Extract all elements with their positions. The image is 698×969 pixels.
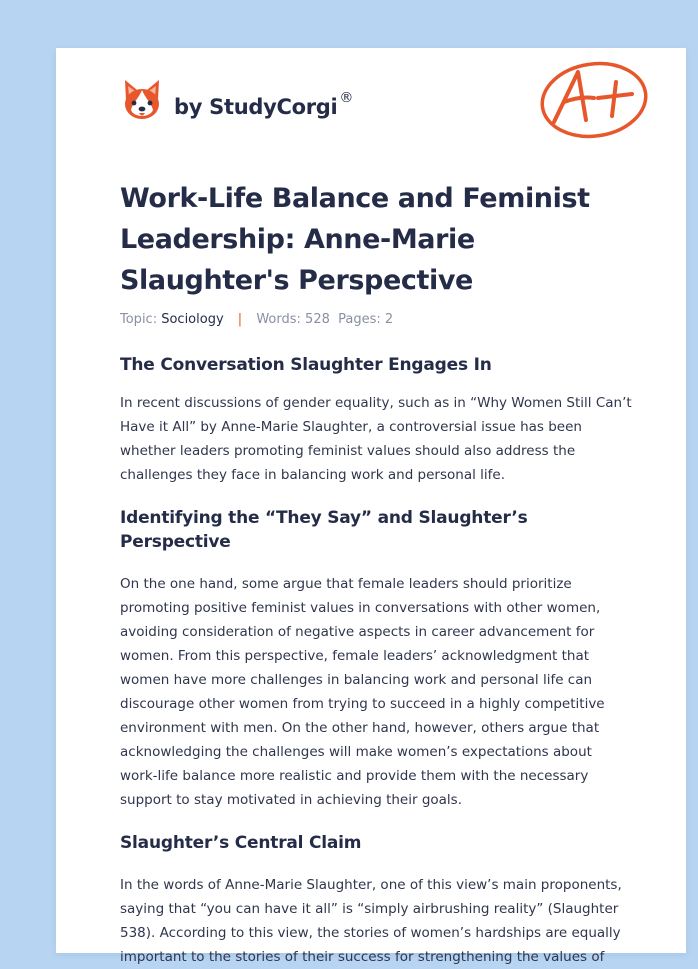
document-page <box>56 48 686 965</box>
words-label: Words: <box>256 312 301 327</box>
pages-label: Pages: <box>338 312 381 327</box>
section-heading: Identifying the “They Say” and Slaughter’s Perspective <box>120 508 528 552</box>
brand-name: by StudyCorgi ® <box>174 89 354 119</box>
essay-body <box>120 353 632 969</box>
a-plus-grade-icon <box>538 58 650 142</box>
pages-count: 2 <box>384 312 394 327</box>
studycorgi-logo[interactable] <box>122 76 353 126</box>
essay-title: Work-Life Balance and Feminist Leadership: Anne-Marie Slaughter's Perspective <box>120 183 590 296</box>
section-paragraph: On the one hand, some argue that female leaders should prioritize promoting positive feminist values in conversations with other women, avoiding consideration of negative aspects in career advancement for women. From this perspective, female leaders’ acknowledgment that women have more challenges in balancing work and personal life can discourage other women from trying to succeed in a highly competitive environment with men. On the other hand, however, others argue that acknowledging the challenges will make women’s expectations about work-life balance more realistic and provide them with the necessary support to stay motivated in achieving their goals. <box>120 576 605 808</box>
words-count: 528 <box>305 312 330 327</box>
section-heading: The Conversation Slaughter Engages In <box>120 355 492 375</box>
section-paragraph: In recent discussions of gender equality, such as in “Why Women Still Can’t Have it All” by Anne-Marie Slaughter, a controversial issue has been whether leaders promoting feminist values should also address the challenges they face in balancing work and personal life. <box>120 395 632 483</box>
topic-link[interactable]: Sociology <box>161 312 224 327</box>
section-paragraph: In the words of Anne-Marie Slaughter, one of this view’s main proponents, saying that “you can have it all” is “simply airbrushing reality” (Slaughter 538). According to this view, the stories of women’s hardships are equally important to the stories of their success for strengthening the values of <box>120 877 622 965</box>
section-heading: Slaughter’s Central Claim <box>120 833 362 853</box>
topic-label: Topic: <box>120 312 158 327</box>
meta-separator: | <box>237 312 243 327</box>
essay-meta <box>120 312 393 327</box>
corgi-icon <box>122 78 162 124</box>
